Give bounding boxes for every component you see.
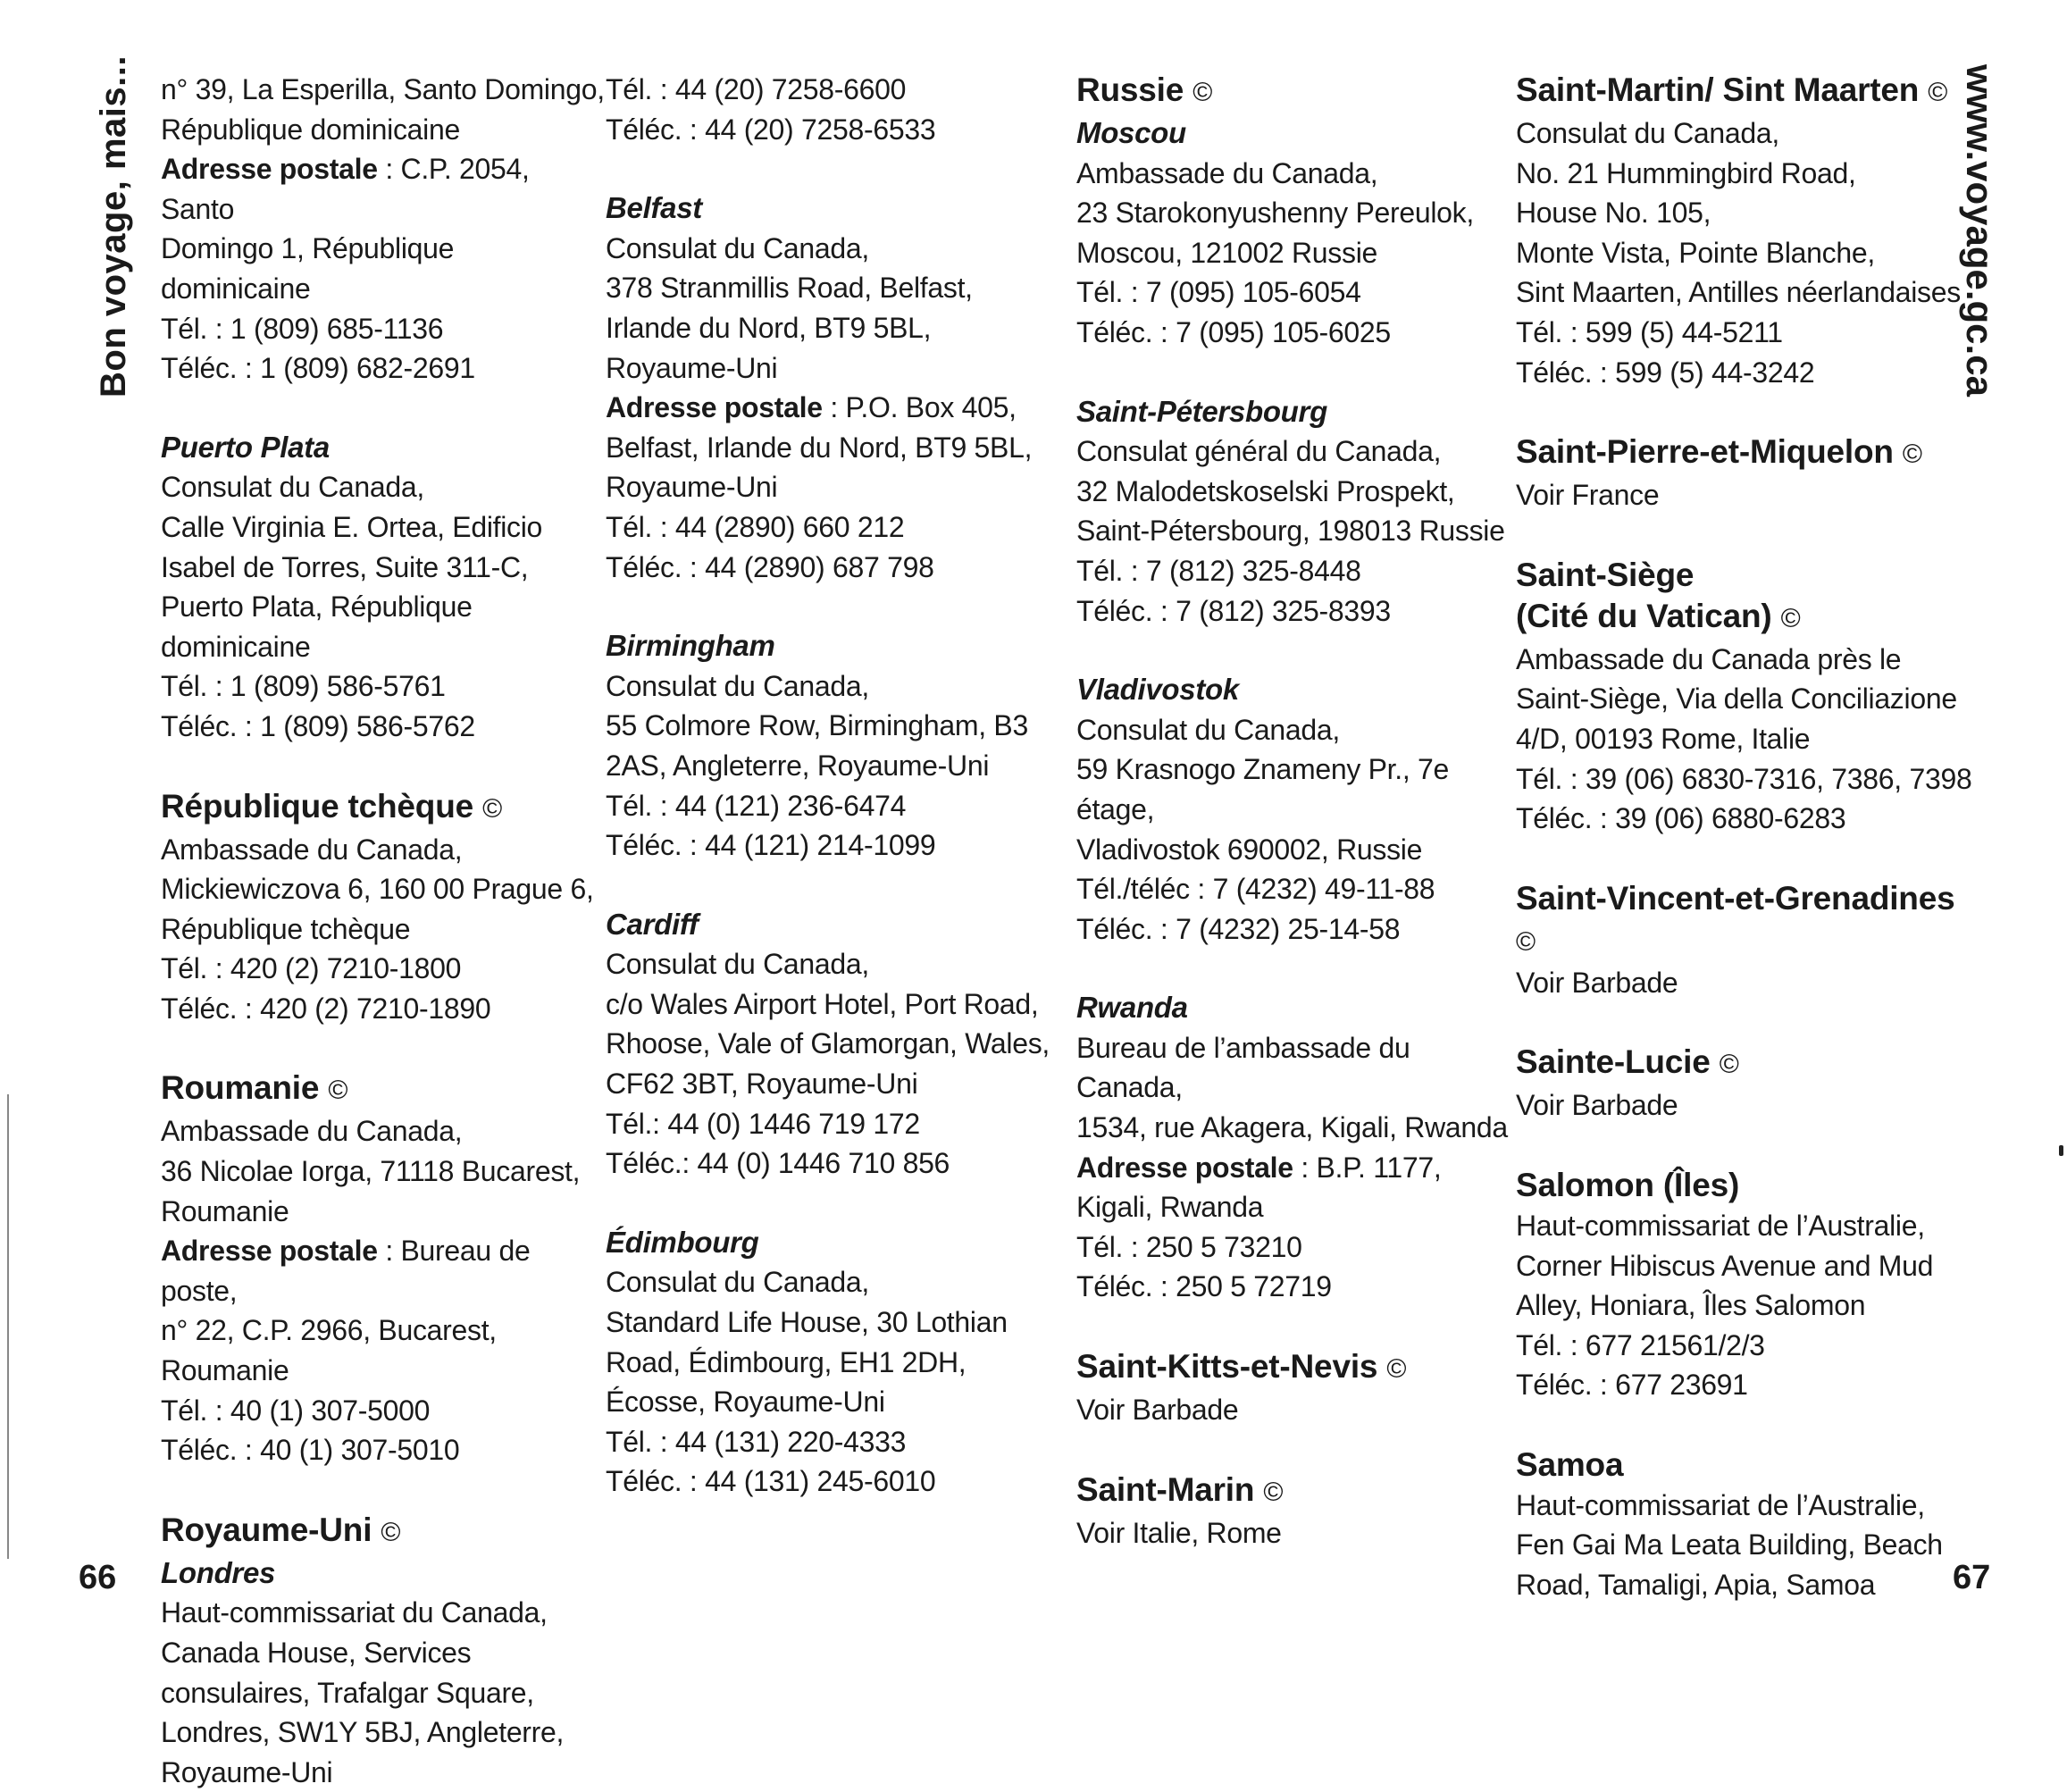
page-number-right: 67 — [1953, 1559, 1991, 1596]
address-line: Domingo 1, République dominicaine — [161, 232, 455, 305]
column-3 — [1076, 70, 1523, 1553]
country-name: Russie — [1076, 71, 1184, 108]
country-heading — [1516, 555, 1980, 596]
country-name: Sainte-Lucie — [1516, 1043, 1711, 1081]
address-line: Haut-commissariat de l’Australie, — [1516, 1488, 1925, 1521]
city-heading: Rwanda — [1076, 991, 1188, 1025]
address-line: CF62 3BT, Royaume-Uni — [606, 1068, 918, 1101]
address-line: Tél. : 420 (2) 7210-1800 — [161, 952, 462, 985]
address-line: Tél. : 44 (121) 236-6474 — [606, 789, 907, 822]
column-4 — [1516, 70, 1980, 1605]
address-line: Consulat du Canada, — [1516, 117, 1779, 149]
entry-spacer — [606, 1184, 1052, 1223]
field-value: : B.P. 1177, — [1293, 1151, 1442, 1184]
city-heading: Moscou — [1076, 116, 1186, 149]
address-line: Consulat du Canada, — [606, 948, 869, 981]
address-line: Téléc. : 44 (121) 214-1099 — [606, 829, 936, 862]
address-line: Tél. : 44 (20) 7258-6600 — [606, 73, 907, 105]
country-heading — [1516, 596, 1980, 640]
address-line: Téléc. : 250 5 72719 — [1076, 1270, 1332, 1303]
entry-spacer — [1076, 1430, 1523, 1470]
country-heading — [1076, 70, 1523, 113]
entry-spacer — [1076, 949, 1523, 988]
address-line: Tél. : 250 5 73210 — [1076, 1230, 1302, 1263]
address-line: Irlande du Nord, BT9 5BL, — [606, 311, 932, 344]
consular-symbol-icon: © — [381, 1517, 401, 1547]
consular-symbol-icon: © — [1386, 1354, 1407, 1385]
field-label: Adresse postale — [161, 153, 378, 186]
field-value: : Bureau de poste, — [161, 1235, 531, 1307]
address-line: Tél. : 40 (1) 307-5000 — [161, 1394, 431, 1427]
city-heading: Saint-Pétersbourg — [1076, 394, 1327, 428]
column-1 — [161, 70, 607, 1792]
country-heading — [1516, 70, 1980, 113]
entry-spacer — [1516, 1126, 1980, 1165]
country-heading — [1076, 1346, 1523, 1390]
country-name: Samoa — [1516, 1445, 1624, 1483]
country-heading — [1516, 878, 1980, 963]
address-line: Téléc. : 7 (095) 105-6025 — [1076, 315, 1391, 348]
entry-spacer — [161, 389, 607, 428]
address-line: Téléc. : 40 (1) 307-5010 — [161, 1434, 460, 1467]
entry-spacer — [1076, 353, 1523, 392]
consular-symbol-icon: © — [328, 1076, 348, 1106]
address-line: Voir Barbade — [1516, 966, 1678, 999]
address-line: Canada House, Services — [161, 1637, 472, 1669]
field-label: Adresse postale — [1076, 1151, 1293, 1184]
address-line: Écosse, Royaume-Uni — [606, 1386, 885, 1419]
consular-symbol-icon: © — [482, 793, 502, 824]
address-line: Consulat du Canada, — [606, 231, 869, 264]
address-line: Standard Life House, 30 Lothian — [606, 1306, 1008, 1339]
address-line: n° 22, C.P. 2966, Bucarest, Roumanie — [161, 1314, 497, 1387]
field-value: : P.O. Box 405, — [822, 391, 1017, 424]
address-line: Monte Vista, Pointe Blanche, — [1516, 236, 1875, 269]
entry-spacer — [606, 587, 1052, 626]
country-heading — [1516, 1042, 1980, 1085]
address-line: Téléc. : 420 (2) 7210-1890 — [161, 992, 491, 1025]
city-heading: Belfast — [606, 191, 702, 225]
country-heading — [161, 786, 607, 830]
address-line: Alley, Honiara, Îles Salomon — [1516, 1289, 1866, 1322]
consular-symbol-icon: © — [1516, 926, 1536, 957]
address-line: Téléc. : 599 (5) 44-3242 — [1516, 356, 1815, 389]
address-line: Tél. : 1 (809) 586-5761 — [161, 670, 446, 703]
address-line: 55 Colmore Row, Birmingham, B3 — [606, 709, 1028, 742]
country-name: Saint-Vincent-et-Grenadines — [1516, 879, 1955, 917]
consular-symbol-icon: © — [1902, 440, 1922, 470]
address-line: Tél. : 44 (2890) 660 212 — [606, 510, 905, 543]
consular-symbol-icon: © — [1780, 603, 1801, 633]
country-heading — [1516, 431, 1980, 475]
address-line: Consulat général du Canada, — [1076, 435, 1442, 468]
address-line: Téléc. : 7 (812) 325-8393 — [1076, 594, 1391, 627]
entry-spacer — [1516, 392, 1980, 431]
address-line: Consulat du Canada, — [606, 1266, 869, 1299]
address-line: 36 Nicolae Iorga, 71118 Bucarest, — [161, 1155, 581, 1188]
address-line: République dominicaine — [161, 113, 460, 146]
address-line: Belfast, Irlande du Nord, BT9 5BL, — [606, 431, 1033, 464]
address-line: Téléc. : 44 (20) 7258-6533 — [606, 113, 936, 146]
consular-symbol-icon: © — [1192, 78, 1213, 107]
address-line: Tél. : 599 (5) 44-5211 — [1516, 315, 1783, 348]
country-name: Royaume-Uni — [161, 1511, 372, 1548]
address-line: Royaume-Uni — [161, 1755, 333, 1788]
address-line: Calle Virginia E. Ortea, Edificio — [161, 510, 543, 543]
entry-spacer — [161, 1470, 607, 1510]
address-line: Tél.: 44 (0) 1446 719 172 — [606, 1107, 920, 1140]
address-line: 378 Stranmillis Road, Belfast, — [606, 272, 973, 305]
address-line: Londres, SW1Y 5BJ, Angleterre, — [161, 1716, 565, 1749]
address-line: 1534, rue Akagera, Kigali, Rwanda — [1076, 1111, 1508, 1144]
field-value: : C.P. 2054, Santo — [161, 153, 530, 225]
address-line: 32 Malodetskoselski Prospekt, — [1076, 474, 1455, 507]
address-line: Sint Maarten, Antilles néerlandaises — [1516, 276, 1961, 309]
address-line: Téléc. : 44 (2890) 687 798 — [606, 550, 934, 583]
address-line: Consulat du Canada, — [606, 669, 869, 702]
address-line: Ambassade du Canada près le — [1516, 642, 1902, 675]
address-line: Haut-commissariat de l’Australie, — [1516, 1209, 1925, 1242]
entry-spacer — [1516, 1405, 1980, 1444]
address-line: Téléc. : 44 (131) 245-6010 — [606, 1465, 936, 1498]
address-line: 4/D, 00193 Rome, Italie — [1516, 722, 1811, 755]
country-heading — [1516, 1165, 1980, 1206]
address-line: Tél. : 44 (131) 220-4333 — [606, 1425, 907, 1458]
address-line: Téléc. : 677 23691 — [1516, 1369, 1748, 1402]
running-title-left: Bon voyage, mais... — [94, 55, 133, 398]
address-line: House No. 105, — [1516, 197, 1711, 230]
address-line: Saint-Siège, Via della Conciliazione — [1516, 682, 1957, 716]
field-label: Adresse postale — [606, 391, 823, 424]
country-name: Saint-Marin — [1076, 1470, 1255, 1508]
address-line: Mickiewiczova 6, 160 00 Prague 6, — [161, 873, 594, 906]
address-line: Ambassade du Canada, — [161, 1115, 463, 1148]
country-name: Salomon (Îles) — [1516, 1166, 1740, 1203]
address-line: 23 Starokonyushenny Pereulok, — [1076, 197, 1474, 230]
column-2 — [606, 70, 1052, 1502]
address-line: Saint-Pétersbourg, 198013 Russie — [1076, 515, 1505, 548]
country-name: Saint-Martin/ Sint Maarten — [1516, 71, 1920, 108]
postal-address-line — [161, 149, 607, 229]
address-line: Kigali, Rwanda — [1076, 1191, 1264, 1224]
entry-spacer — [161, 747, 607, 786]
address-line: 59 Krasnogo Znameny Pr., 7e étage, — [1076, 753, 1450, 825]
postal-address-line — [606, 388, 1052, 428]
consular-symbol-icon: © — [1719, 1050, 1739, 1080]
country-name: République tchèque — [161, 787, 473, 825]
address-line: Téléc. : 7 (4232) 25-14-58 — [1076, 912, 1401, 945]
address-line: Haut-commissariat du Canada, — [161, 1596, 548, 1629]
address-line: Téléc. : 1 (809) 586-5762 — [161, 709, 475, 742]
address-line: Consulat du Canada, — [1076, 713, 1340, 746]
city-heading: Vladivostok — [1076, 673, 1239, 707]
country-name: Saint-Siège — [1516, 556, 1695, 593]
address-line: Ambassade du Canada, — [1076, 156, 1378, 189]
address-line: Bureau de l’ambassade du Canada, — [1076, 1031, 1410, 1104]
country-heading — [161, 1068, 607, 1111]
country-name: Roumanie — [161, 1069, 320, 1107]
address-line: Roumanie — [161, 1194, 289, 1227]
address-line: Consulat du Canada, — [161, 471, 424, 504]
address-line: Tél./téléc : 7 (4232) 49-11-88 — [1076, 873, 1435, 906]
address-line: Vladivostok 690002, Russie — [1076, 833, 1423, 866]
city-heading: Londres — [161, 1555, 276, 1589]
address-line: Corner Hibiscus Avenue and Mud — [1516, 1249, 1934, 1282]
country-name: (Cité du Vatican) — [1516, 597, 1772, 634]
running-url-right: www.voyage.gc.ca — [1959, 64, 2001, 397]
address-line: Téléc.: 44 (0) 1446 710 856 — [606, 1147, 950, 1180]
entry-spacer — [606, 149, 1052, 188]
scan-mark — [2059, 1145, 2063, 1156]
entry-spacer — [1076, 1307, 1523, 1346]
address-line: consulaires, Trafalgar Square, — [161, 1676, 534, 1709]
address-line: No. 21 Hummingbird Road, — [1516, 156, 1856, 189]
entry-spacer — [1516, 515, 1980, 555]
address-line: Road, Tamaligi, Apia, Samoa — [1516, 1569, 1876, 1602]
address-line: Road, Édimbourg, EH1 2DH, — [606, 1345, 967, 1378]
postal-address-line — [1076, 1148, 1523, 1188]
address-line: Moscou, 121002 Russie — [1076, 236, 1378, 269]
address-line: Tél. : 39 (06) 6830-7316, 7386, 7398 — [1516, 762, 1972, 795]
address-line: Voir Italie, Rome — [1076, 1516, 1282, 1549]
entry-spacer — [1516, 1002, 1980, 1042]
scan-edge-line — [7, 1094, 9, 1559]
address-line: Voir Barbade — [1516, 1089, 1678, 1122]
field-label: Adresse postale — [161, 1235, 378, 1268]
entry-spacer — [161, 1028, 607, 1068]
consular-symbol-icon: © — [1928, 78, 1948, 107]
country-heading — [1076, 1470, 1523, 1513]
address-line: Téléc. : 1 (809) 682-2691 — [161, 352, 475, 385]
address-line: Tél. : 677 21561/2/3 — [1516, 1328, 1765, 1361]
address-line: Voir Barbade — [1076, 1394, 1239, 1427]
address-line: Royaume-Uni — [606, 471, 778, 504]
consular-symbol-icon: © — [1263, 1477, 1284, 1507]
address-line: Voir France — [1516, 479, 1660, 512]
country-name: Saint-Pierre-et-Miquelon — [1516, 433, 1894, 471]
address-line: Isabel de Torres, Suite 311-C, — [161, 550, 529, 583]
country-name: Saint-Kitts-et-Nevis — [1076, 1348, 1378, 1386]
address-line: 2AS, Angleterre, Royaume-Uni — [606, 749, 990, 782]
address-line: n° 39, La Esperilla, Santo Domingo, — [161, 73, 605, 105]
address-line: République tchèque — [161, 912, 411, 945]
country-heading — [1516, 1444, 1980, 1486]
address-line: Puerto Plata, République dominicaine — [161, 590, 473, 663]
address-line: Fen Gai Ma Leata Building, Beach — [1516, 1528, 1943, 1562]
city-heading: Birmingham — [606, 629, 775, 663]
address-line: Ambassade du Canada, — [161, 833, 463, 866]
page-number-left: 66 — [79, 1559, 117, 1596]
address-line: Tél. : 7 (812) 325-8448 — [1076, 554, 1361, 587]
postal-address-line — [161, 1231, 607, 1311]
city-heading: Puerto Plata — [161, 430, 330, 464]
address-line: Tél. : 7 (095) 105-6054 — [1076, 276, 1361, 309]
address-line: Téléc. : 39 (06) 6880-6283 — [1516, 802, 1846, 835]
city-heading: Cardiff — [606, 907, 699, 941]
address-line: Tél. : 1 (809) 685-1136 — [161, 312, 444, 345]
address-line: Rhoose, Vale of Glamorgan, Wales, — [606, 1027, 1050, 1060]
city-heading: Édimbourg — [606, 1225, 759, 1259]
address-line: Royaume-Uni — [606, 351, 778, 384]
country-heading — [161, 1510, 607, 1553]
entry-spacer — [1076, 631, 1523, 670]
entry-spacer — [1516, 839, 1980, 878]
address-line: c/o Wales Airport Hotel, Port Road, — [606, 987, 1039, 1020]
entry-spacer — [606, 866, 1052, 905]
